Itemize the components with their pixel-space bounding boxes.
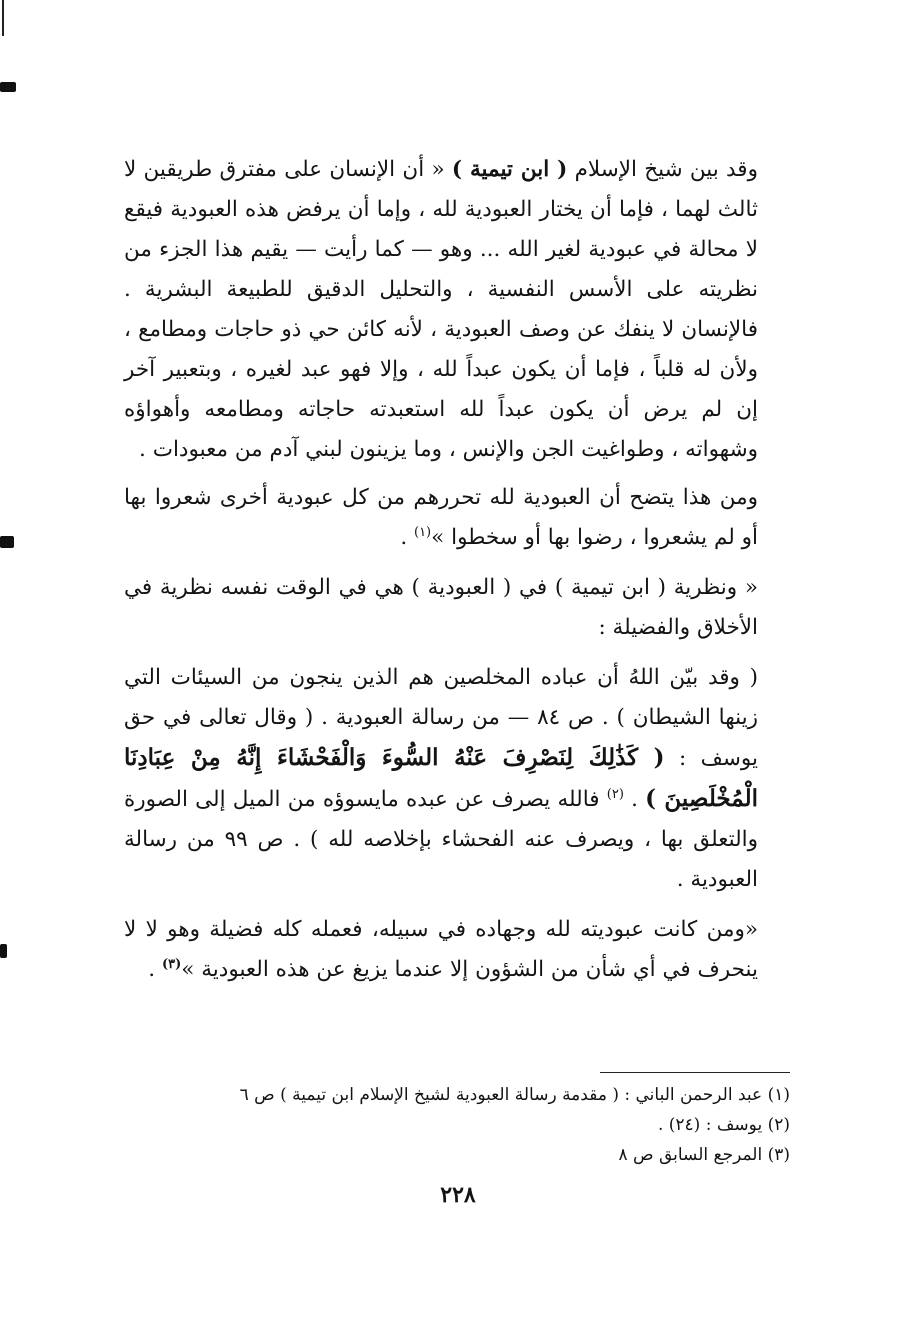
page-body: [124, 150, 758, 998]
paragraph-5: [124, 910, 758, 990]
footnote-ref-3: (٣): [161, 956, 182, 972]
paragraph-4: [124, 658, 758, 900]
paragraph-4-lead: ( وقد بيّن اللهُ أن عباده المخلصين هم الذين ينجون من السيئات التي زينها الشيطان ) . ص ٨٤ — من رسالة العبودية . ( وقال تعالى في حق يوسف :: [124, 665, 759, 771]
paragraph-2: [124, 478, 758, 558]
binding-mark-top: [0, 82, 16, 92]
paragraph-5-end: .: [148, 957, 162, 982]
footnote-3: (٣) المرجع السابق ص ٨: [618, 1145, 790, 1165]
paragraph-1-name: ( ابن تيمية ): [451, 157, 568, 182]
footnote-separator: [600, 1072, 790, 1073]
paragraph-1-body: « أن الإنسان على مفترق طريقين لا ثالث لهما ، فإما أن يختار العبودية لله ، وإما أن يرفض هذه العبودية فيقع لا محالة في عبودية لغير الله ... وهو — كما رأيت — يقيم هذا الجزء من نظريته على الأسس النفسية ، والتحليل الدقيق للطبيعة البشرية . فالإنسان لا ينفك عن وصف العبودية ، لأنه كائن حي ذو حاجات ومطامع ، ولأن له قلباً ، فإما أن يكون عبداً لله ، وإلا فهو عبد لغيره ، وبتعبير آخر إن لم يرض أن يكون عبداً لله استعبدته حاجاته ومطامعه وأهواؤه وشهواته ، وطواغيت الجن والإنس ، وما يزينون لبني آدم من معبودات .: [124, 157, 758, 462]
page-edge-line: [2, 0, 4, 36]
footnote-ref-1: (١): [413, 524, 432, 540]
paragraph-2-end: .: [400, 525, 414, 550]
paragraph-1: [124, 150, 758, 470]
paragraph-1-lead: وقد بين شيخ الإسلام: [567, 157, 758, 182]
footnote-2: (٢) يوسف : (٢٤) .: [657, 1115, 790, 1135]
quran-verse: ( كَذَٰلِكَ لِنَصْرِفَ عَنْهُ السُّوءَ وَالْفَحْشَاءَ إِنَّهُ مِنْ عِبَادِنَا الْمُخْلَصِينَ ): [124, 744, 758, 812]
footnote-ref-2: (٢): [606, 786, 624, 802]
footnotes: [150, 1080, 790, 1170]
paragraph-4-body: فالله يصرف عن عبده مايسوؤه من الميل إلى الصورة والتعلق بها ، ويصرف عنه الفحشاء بإخلاصه لله ) . ص ٩٩ من رسالة العبودية .: [124, 787, 758, 892]
page-number: ٢٢٨: [440, 1182, 476, 1208]
paragraph-2-body: ومن هذا يتضح أن العبودية لله تحررهم من كل عبودية أخرى شعروا بها أو لم يشعروا ، رضوا بها أو سخطوا »: [124, 485, 758, 550]
binding-mark-middle: [0, 536, 14, 548]
paragraph-5-body: «ومن كانت عبوديته لله وجهاده في سبيله، فعمله كله فضيلة وهو لا لا ينحرف في أي شأن من الشؤون إلا عندما يزيغ عن هذه العبودية »: [124, 917, 758, 982]
paragraph-4-mid: .: [623, 787, 646, 812]
paragraph-3: [124, 568, 758, 648]
footnote-1: (١) عبد الرحمن الباني : ( مقدمة رسالة العبودية لشيخ الإسلام ابن تيمية ) ص ٦: [239, 1085, 790, 1105]
binding-mark-lower: [0, 944, 7, 958]
paragraph-3-body: « ونظرية ( ابن تيمية ) في ( العبودية ) هي في الوقت نفسه نظرية في الأخلاق والفضيلة :: [124, 575, 758, 640]
